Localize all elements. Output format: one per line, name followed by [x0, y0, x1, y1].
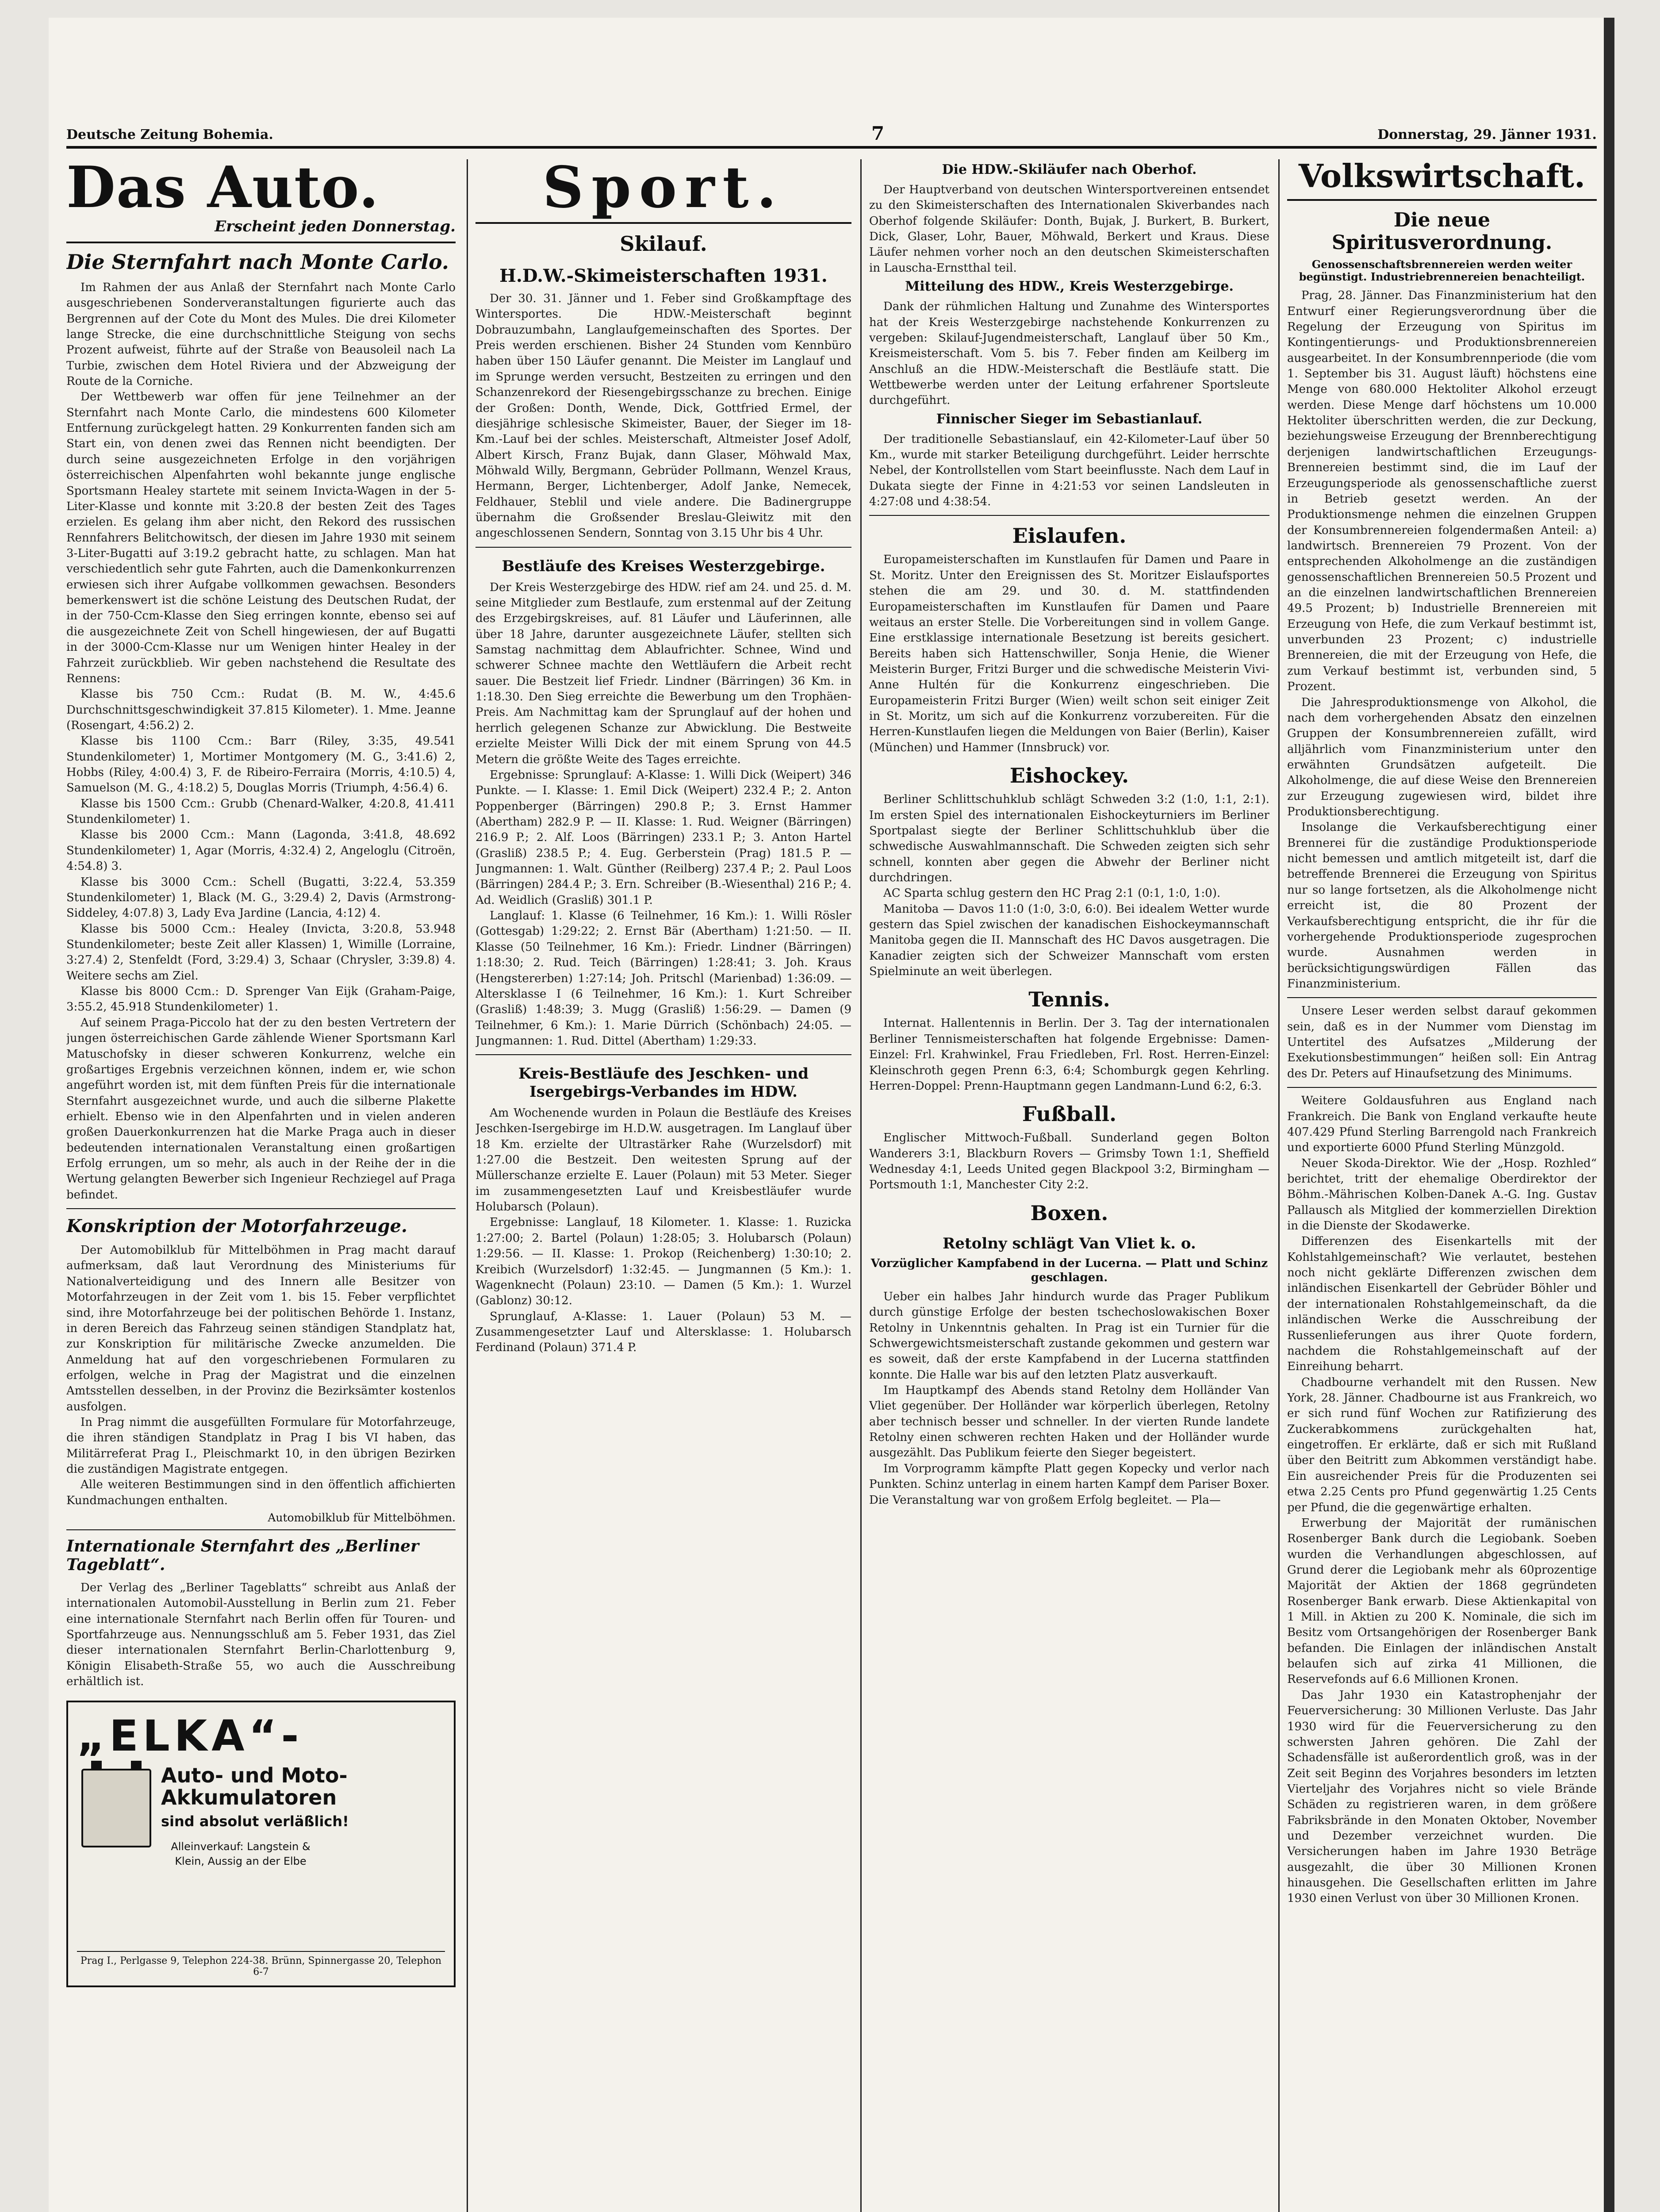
edition-note: Erscheint jeden Donnerstag. [215, 218, 456, 235]
divider [66, 1529, 456, 1530]
paragraph: Ergebnisse: Langlauf, 18 Kilometer. 1. Klasse: 1. Ruzicka 1:27:00; 2. Bartel (Polaun) 1:28:05; 3. Holubarsch (Polaun) 1:29:56. — II. Klasse: 1. Prokop (Reichenberg) 1:30:10; 2. Kreibich (Wurzelsdorf) 1:32:45. — Jungmannen (5 Km.): 1. Wagenknecht (Polaun) 23:10. — Damen (5 Km.): 1. Wurzel (Gablonz) 30:12. [475, 1216, 851, 1308]
paragraph: Der Wettbewerb war offen für jene Teilnehmer an der Sternfahrt nach Monte Carlo, die mindestens 600 Kilometer Entfernung zurückgelegt hatten. 29 Konkurrenten fanden sich am Start ein, von denen zwei das Rennen nicht beendigten. Der durch seine ausgezeichneten Erfolge in den vorjährigen österreichischen Alpenfahrten wohl bekannte junge englische Sportsmann Healey startete mit seinem Invicta-Wagen in der 5-Liter-Klasse und konnte mit 3:20.8 der besten Zeit des Tages erzielen. Es gelang ihm aber nicht, den Rekord des russischen Rennfahrers Belitchowitsch, der diesen im Jahre 1930 mit seinem 3-Liter-Bugatti auf 3:19.2 gebracht hatte, zu schlagen. Man hat verschiedentlich sehr gute Fahrten, auch die Damenkonkurrenzen erwiesen sich ihrer Aufgabe vollkommen gewachsen. Besonders bemerkenswert ist die schöne Leistung des Deutschen Rudat, der in der 750-Ccm-Klasse den Sieg erringen konnte, ebenso sei auf die ausgezeichnete Zeit von Schell hingewiesen, der auf Bugatti in der 3000-Ccm-Klasse nur um Wenigen hinter Healey in der Fahrzeit zurückblieb. Wir geben nachstehend die Resultate des Rennens: [66, 390, 456, 685]
subsection-eislaufen: Eislaufen. [1012, 524, 1127, 548]
paper-name: Deutsche Zeitung Bohemia. [66, 127, 273, 142]
notice: Differenzen des Eisenkartells mit der Kohlstahlgemeinschaft? Wie verlautet, bestehen noch nicht geklärte Differenzen zwischen dem inländischen Eisenkartell der Gebrüder Böhler und der internationalen Rohstahlgemeinschaft, da die inländischen Werke die Ausschreibung der Russenlieferungen aus ihrer Quote fordern, nachdem die Rohstahlgemeinschaft auf der Einreihung beharrt. [1287, 1235, 1597, 1374]
paragraph: Langlauf: 1. Klasse (6 Teilnehmer, 16 Km.): 1. Willi Rösler (Gottesgab) 1:29:22; 2. Ernst Bär (Abertham) 1:21:50. — II. Klasse (50 Teilnehmer, 16 Km.): Friedr. Lindner (Bärringen) 1:18:30; 2. Rud. Teich (Bärringen) 1:28:41; 3. Joh. Kraus (Hengstererben) 1:27:14; Joh. Pritschl (Marienbad) 1:36:09. — Altersklasse I (6 Teilnehmer, 16 Km.): 1. Kurt Schreiber (Grasliß) 1:48:39; 3. Mugg (Grasliß) 1:56:29. — Damen (9 Teilnehmer, 6 Km.): 1. Marie Dürrich (Schönbach) 24:05. — Jungmannen: 1. Rud. Dittel (Abertham) 1:29:33. [475, 909, 851, 1048]
paragraph: Die Jahresproduktionsmenge von Alkohol, die nach dem vorhergehenden Absatz den einzelnen Gruppen der Konsumbrennereien zufällt, wird alljährlich vom Finanzministerium unter den erwähnten Grundsätzen aufgeteilt. Die Alkoholmenge, die auf diese Weise den Brennereien zur Erzeugung zugewiesen wird, bildet ihre Produktionsberechtigung. [1287, 695, 1597, 819]
paragraph: Der Hauptverband von deutschen Wintersportvereinen entsendet zu den Skimeisterschaften des Internationalen Skiverbandes nach Oberhof folgende Skiläufer: Donth, Bujak, J. Burkert, B. Burkert, Dick, Glaser, Lohr, Bauer, Möhwald, Berkert und Kraus. Diese Läufer nehmen vorher noch an den deutschen Skimeisterschaften in Lauscha-Ernstthal teil. [869, 183, 1269, 275]
headline-berlin-sternfahrt: Internationale Sternfahrt des „Berliner Tageblatt“. [66, 1537, 419, 1574]
column-sport [475, 159, 851, 2212]
ad-brand: „ELKA“- [77, 1711, 303, 1761]
column-rule [467, 159, 468, 2212]
notice: Chadbourne verhandelt mit den Russen. New York, 28. Jänner. Chadbourne ist aus Frankreich, wo er sich rund fünf Wochen zur Ratifizierung des Zuckerabkommens zurückgehalten hat, eingetroffen. Er erklärte, daß er sich mit Rußland über den Beitritt zum Abkommen verständigt habe. Ein ausreichender Preis für die Produzenten sei etwa 2.25 Cents pro Pfund gegenwärtig 1.25 Cents per Pfund, die die gegenwärtige erhalten. [1287, 1375, 1597, 1514]
headline-spiritus: Die neue Spiritusverordnung. [1331, 208, 1553, 254]
paragraph: Klasse bis 1100 Ccm.: Barr (Riley, 3:35, 49.541 Stundenkilometer) 1, Mortimer Montgomery (M. G., 3:41.6) 2, Hobbs (Riley, 4:00.4) 3, F. de Ribeiro-Ferraira (Morris, 4:10.5) 4, Samuelson (M. G., 4:18.2) 5, Douglas Morris (Triumph, 4:56.4) 6. [66, 734, 456, 795]
paragraph: Ergebnisse: Sprunglauf: A-Klasse: 1. Willi Dick (Weipert) 346 Punkte. — I. Klasse: 1. Emil Dick (Weipert) 232.4 P.; 2. Anton Poppenberger (Bärringen) 290.8 P.; 3. Ernst Hammer (Abertham) 282.9 P. — II. Klasse: 1. Rud. Weigner (Bärringen) 216.9 P.; 2. Alf. Loos (Bärringen) 233.1 P.; 3. Anton Hartel (Grasliß) 238.5 P.; 4. Eug. Gerberstein (Prag) 181.5 P. — Jungmannen: 1. Walt. Günther (Reilberg) 237.4 P.; 2. Paul Loos (Bärringen) 284.4 P.; 3. Ern. Schreiber (B.-Wiesenthal) 216 P.; 4. Ad. Weidlich (Grasliß) 301.1 P. [475, 768, 851, 907]
paragraph: Der traditionelle Sebastianslauf, ein 42-Kilometer-Lauf über 50 Km., wurde mit starker Beteiligung durchgeführt. Leider herrschte Nebel, der Kontrollstellen vom Start beeinflusste. Nach dem Lauf in Dukata siegte der Finne in 4:21:53 vor seinen Landsleuten in 4:27:08 und 4:38:54. [869, 432, 1269, 509]
paragraph: Im Vorprogramm kämpfte Platt gegen Kopecky und verlor nach Punkten. Schinz unterlag in einem harten Kampf dem Pariser Boxer. Die Veranstaltung war von großem Erfolg begleitet. — Pla— [869, 1462, 1269, 1507]
paragraph: Der Automobilklub für Mittelböhmen in Prag macht darauf aufmerksam, daß laut Verordnung des Ministeriums für Nationalverteidigung und des Innern alle Besitzer von Motorfahrzeugen in der Zeit vom 1. bis 15. Feber verpflichtet sind, ihre Motorfahrzeuge bei der politischen Behörde 1. Instanz, in deren Bereich das Fahrzeug seinen ständigen Standplatz hat, zur Konskription für militärische Zwecke anzumelden. Die Anmeldung hat auf den vorgeschriebenen Formularen zu erfolgen, welche in Prag der Magistrat und die einzelnen Amtsstellen desselben, in der Provinz die Bezirksämter kostenlos ausfolgen. [66, 1244, 456, 1413]
paragraph: Alle weiteren Bestimmungen sind in den öffentlich affichierten Kundmachungen enthalten. [66, 1478, 456, 1507]
paragraph: Prag, 28. Jänner. Das Finanzministerium hat den Entwurf einer Regierungsverordnung über die Regelung der Erzeugung von Spiritus im Kontingentierungs- und Produktionsbrennereien ausgearbeitet. In der Konsumbrennperiode (die vom 1. September bis 31. August läuft) höchstens eine Menge von 680.000 Hektoliter Alkohol erzeugt werden. Diese Menge darf höchstens um 10.000 Hektoliter überschritten werden, die zur Deckung, beziehungsweise Erzeugung der Brennberechtigung derjenigen landwirtschaftlichen Erzeugungs-Brennereien bestimmt sind, die im Lauf der Erzeugungsperiode als genossenschaftliche zuerst in Betrieb gesetzt werden. An der Produktionsmenge nehmen die einzelnen Gruppen der Konsumbrennereien folgendermaßen Anteil: a) landwirtsch. Brennereien 79 Prozent. Von der entsprechenden Alkoholmenge an die zuständigen genossenschaftlichen Brennereien 50.5 Prozent und an die einzelnen landwirtschaftlichen Brennereien 49.5 Prozent; b) Industrielle Brennereien mit Erzeugung von Hefe, die zum Verkauf bestimmt ist, unverbunden 23 Prozent; c) industrielle Brennereien, die mit der Erzeugung von Hefe, die zum Verkauf bestimmt ist, verbunden sind, 5 Prozent. [1287, 289, 1597, 694]
scan-border [1604, 18, 1614, 2212]
article-konskription [66, 1243, 456, 1524]
column-sport-continued [869, 159, 1269, 2212]
section-masthead: Volkswirtschaft. [1298, 159, 1586, 195]
paragraph: Klasse bis 1500 Ccm.: Grubb (Chenard-Walker, 4:20.8, 41.411 Stundenkilometer) 1. [66, 797, 456, 826]
subsection-fussball: Fußball. [1022, 1102, 1117, 1126]
section-masthead: Das Auto. [66, 159, 380, 221]
subheadline-spiritus: Genossenschaftsbrennereien werden weiter begünstigt. Industriebrennereien benachteiligt. [1299, 257, 1585, 284]
divider [1287, 997, 1597, 998]
paragraph: Der Verlag des „Berliner Tageblatts“ schreibt aus Anlaß der internationalen Automobil-Ausstellung in Berlin zum 21. Feber eine internationale Sternfahrt nach Berlin offen für Touren- und Sportfahrzeuge aus. Nennungsschluß am 5. Feber 1931, das Ziel dieser internationalen Sternfahrt Berlin-Charlottenburg 9, Königin Elisabeth-Straße 55, wo auch die Ausschreibung erhältlich ist. [66, 1581, 456, 1689]
subheadline-retolny: Vorzüglicher Kampfabend in der Lucerna. — Platt und Schinz geschlagen. [870, 1257, 1268, 1284]
paragraph: Klasse bis 3000 Ccm.: Schell (Bugatti, 3:22.4, 53.359 Stundenkilometer) 1, Black (M. G., 3:29.4) 2, Davis (Armstrong-Siddeley, 4:07.8) 3, Lady Eva Jardine (Lancia, 4:12) 4. [66, 875, 456, 920]
ad-footer: Prag I., Perlgasse 9, Telephon 224-38. Brünn, Spinnergasse 20, Telephon 6-7 [77, 1951, 445, 1978]
headline-jeschken: Kreis-Bestläufe des Jeschken- und Isergebirgs-Verbandes im HDW. [518, 1065, 809, 1101]
columns [66, 159, 1597, 2212]
paragraph: Europameisterschaften im Kunstlaufen für Damen und Paare in St. Moritz. Unter den Ereignissen des St. Moritzer Eislaufsportes stehen die am 29. und 30. d. M. stattfindenden Europameisterschaften im Kunstlaufen für Damen und Paare weitaus an erster Stelle. Die Vorbereitungen sind in vollem Gange. Eine erstklassige internationale Besetzung ist bereits gesichert. Bereits haben sich Hattenschwiller, Sonja Henie, die Wiener Meisterin Burger, Fritzi Burger und die schwedische Meisterin Vivi-Anne Hultén für die Konkurrenz eingeschrieben. Die Europameisterin Fritzi Burger (Wien) weilt schon seit einiger Zeit in St. Moritz, um sich auf die Konkurrenz vorzubereiten. Für die Herren-Kunstlaufen liegen die Meldungen von Baier (Berlin), Kaiser (München) und Hammer (Innsbruck) vor. [869, 553, 1269, 754]
divider [475, 547, 851, 548]
paragraph: Klasse bis 5000 Ccm.: Healey (Invicta, 3:20.8, 53.948 Stundenkilometer; beste Zeit aller Klassen) 1, Wimille (Lorraine, 3:27.4) 2, Stenfeldt (Ford, 3:29.4) 3, Schaar (Chrysler, 3:39.8) 4. Weitere sechs am Ziel. [66, 922, 456, 983]
subsection-skilauf: Skilauf. [620, 232, 707, 256]
paragraph: Manitoba — Davos 11:0 (1:0, 3:0, 6:0). Bei idealem Wetter wurde gestern das Spiel zwischen der kanadischen Eishockeymannschaft Manitoba gegen die II. Mannschaft des HC Davos ausgetragen. Die Kanadier zeigten sich der Schweizer Mannschaft vom ersten Spielminute an weit überlegen. [869, 902, 1269, 979]
notice: Neuer Skoda-Direktor. Wie der „Hosp. Rozhled“ berichtet, tritt der ehemalige Oberdirektor der Böhm.-Mährischen Kolben-Danek A.-G. Ing. Gustav Pallausch als Mitglied der kommerziellen Direktion in die Dienste der Skodawerke. [1287, 1156, 1597, 1233]
paragraph: In Prag nimmt die ausgefüllten Formulare für Motorfahrzeuge, die ihren ständigen Standplatz in Prag I bis VI haben, das Militärreferat Prag I., Pleischmarkt 10, in den übrigen Bezirken die zuständigen Magistrate entgegen. [66, 1416, 456, 1476]
battery-icon [81, 1769, 151, 1847]
paragraph: Insolange die Verkaufsberechtigung einer Brennerei für die zuständige Produktionsperiode nicht bemessen und amtlich mitgeteilt ist, darf die betreffende Brennerei die Erzeugung von Spiritus nur so lange fortsetzen, als die Alkoholmenge nicht erreicht ist, die 80 Prozent der Verkaufsberechtigung entspricht, die ihr für die vorhergehende Produktionsperiode zugesprochen wurde. Ausnahmen werden in berücksichtigungswürdigen Fällen das Finanzministerium. [1287, 821, 1597, 991]
issue-date: Donnerstag, 29. Jänner 1931. [1377, 127, 1597, 142]
paragraph: Am Wochenende wurden in Polaun die Bestläufe des Kreises Jeschken-Isergebirge im H.D.W. ausgetragen. Im Langlauf über 18 Km. erzielte der Ultrastärker Rahe (Wurzelsdorf) mit 1:27.00 die Bestzeit. Den weitesten Sprung auf der Müllerschanze erzielte E. Lauer (Polaun) mit 53 Meter. Sieger im zusammengesetzten Lauf und Kreisbestläufer wurde Holubarsch (Polaun). [475, 1106, 851, 1214]
ad-product: Auto- und Moto-Akkumulatoren [161, 1763, 348, 1810]
paragraph: Der 30. 31. Jänner und 1. Feber sind Großkampftage des Wintersportes. Die HDW.-Meisterschaft beginnt Dobrauzumbahn, Langlaufgemeinschaften des Sportes. Der Preis werden erschienen. Bisher 24 Stunden vom Kennbüro haben über 150 Läufer genannt. Die Meister im Langlauf und im Sprunge werden versucht, Bestzeiten zu erringen und den Schanzenrekord der Riesengebirgsschanze zu brechen. Einige der Großen: Donth, Wende, Dick, Gottfried Ermel, der diesjährige schlesische Skimeister, Bauer, der Sieger im 18-Km.-Lauf bei der schles. Meisterschaft, Altmeister Josef Adolf, Albert Kirsch, Franz Bujak, dann Glaser, Möhwald Max, Möhwald Willy, Bergmann, Gebrüder Pollmann, Wenzel Kraus, Hermann, Berger, Lichtenberger, Adolf Janke, Nemecek, Feldhauer, Steblil und viele andere. Die Badinergruppe übernahm die Großsender Breslau-Gleiwitz mit den angeschlossenen Sendern, Sonntag von 3.15 Uhr bis 4 Uhr. [475, 292, 851, 540]
subsection-tennis: Tennis. [1028, 987, 1110, 1012]
headline-westerzgebirge: Bestläufe des Kreises Westerzgebirge. [502, 557, 825, 575]
paragraph: Sprunglauf, A-Klasse: 1. Lauer (Polaun) 53 M. — Zusammengesetzter Lauf und Altersklasse: 1. Holubarsch Ferdinand (Polaun) 371.4 P. [475, 1310, 851, 1355]
headline-konskription: Konskription der Motorfahrzeuge. [66, 1216, 407, 1237]
advertisement-elka [66, 1701, 456, 1987]
divider [1287, 1087, 1597, 1088]
paragraph: Englischer Mittwoch-Fußball. Sunderland gegen Bolton Wanderers 3:1, Blackburn Rovers — Grimsby Town 1:1, Sheffield Wednesday 4:1, Leeds United gegen Blackpool 3:2, Birmingham — Portsmouth 1:1, Manchester City 2:2. [869, 1131, 1269, 1192]
subsection-boxen: Boxen. [1030, 1201, 1108, 1225]
column-volkswirtschaft [1287, 159, 1597, 2212]
divider [475, 222, 851, 224]
paragraph: Im Rahmen der aus Anlaß der Sternfahrt nach Monte Carlo ausgeschriebenen Sonderveranstaltungen figurierte auch das Bergrennen auf der Cote du Mont des Mules. Die drei Kilometer lange Strecke, die eine durchschnittliche Steigung von sechs Prozent aufweist, führte auf der Straße von Beausoleil nach La Turbie, zwischen dem Hotel Riviera und der Abzweigung der Route de la Corniche. [66, 280, 456, 388]
divider [475, 1054, 851, 1055]
ad-claim: sind absolut verläßlich! [161, 1813, 349, 1830]
headline-oberhof: Die HDW.-Skiläufer nach Oberhof. [942, 162, 1197, 177]
ad-dealer: Alleinverkauf: Langstein & Klein, Aussig an der Elbe [171, 1840, 311, 1868]
paragraph: Dank der rühmlichen Haltung und Zunahme des Wintersportes hat der Kreis Westerzgebirge nachstehende Konkurrenzen zu vergeben: Skilauf-Jugendmeisterschaft, Langlauf über 50 Km., Kreismeisterschaft. Vom 5. bis 7. Feber finden am Keilberg im Anschluß an die HDW.-Meisterschaft die Bestläufe statt. Die Wettbewerbe werden unter der Leitung erfahrener Sportsleute durchgeführt. [869, 300, 1269, 407]
section-masthead: Sport. [542, 159, 785, 221]
column-auto [66, 159, 456, 2212]
paragraph: Klasse bis 8000 Ccm.: D. Sprenger Van Eijk (Graham-Paige, 3:55.2, 45.918 Stundenkilometer) 1. [66, 985, 456, 1014]
headline-sebastianlauf: Finnischer Sieger im Sebastianlauf. [936, 411, 1203, 427]
running-head [66, 119, 1597, 149]
column-rule [860, 159, 862, 2212]
paragraph: Klasse bis 2000 Ccm.: Mann (Lagonda, 3:41.8, 48.692 Stundenkilometer) 1, Agar (Morris, 4:32.4) 2, Angeloglu (Citroën, 4:54.8) 3. [66, 828, 456, 873]
notice: Erwerbung der Majorität der rumänischen Rosenberger Bank durch die Legiobank. Soeben wurden die Verhandlungen abgeschlossen, auf Grund derer die Legiobank mehr als 60prozentige Majorität der Aktien der 1868 gegründeten Rosenberger Bank erwarb. Diese Aktienkapital von 1 Mill. in Aktien zu 200 K. Nominale, die sich im Besitz vom Ortsangehörigen der Rosenberger Bank befanden. Die Einlagen der inländischen Anstalt belaufen sich auf zirka 41 Millionen, die Reservefonds auf 6.6 Millionen Kronen. [1287, 1516, 1597, 1686]
headline-mitteilung: Mitteilung des HDW., Kreis Westerzgebirge. [905, 279, 1234, 295]
headline-retolny: Retolny schlägt Van Vliet k. o. [943, 1234, 1196, 1252]
headline-hdw: H.D.W.-Skimeisterschaften 1931. [499, 265, 828, 286]
paragraph: Internat. Hallentennis in Berlin. Der 3. Tag der internationalen Berliner Tennismeisterschaften hat folgende Ergebnisse: Damen-Einzel: Frl. Krahwinkel, Frau Friedleben, Frl. Rost. Herren-Einzel: Kleinschroth gegen Prenn 6:3, 6:4; Schomburgk gegen Kehrling. Herren-Doppel: Prenn-Hauptmann gegen Landmann-Lund 6:2, 6:3. [869, 1017, 1269, 1093]
signature: Automobilklub für Mittelböhmen. [268, 1511, 456, 1525]
notice: Unsere Leser werden selbst darauf gekommen sein, daß es in der Nummer vom Dienstag im Untertitel des Aufsatzes „Milderung der Exekutionsbestimmungen“ heißen soll: Ein Antrag des Dr. Peters auf Hinaufsetzung des Minimums. [1287, 1004, 1597, 1080]
article-sternfahrt [66, 280, 456, 1203]
divider [1287, 199, 1597, 201]
page-number: 7 [871, 123, 885, 144]
paragraph: Auf seinem Praga-Piccolo hat der zu den besten Vertretern der jungen österreichischen Garde zählende Wiener Sportsmann Karl Matuschofsky in dieser schweren Konkurrenz, welche ein großartiges Ergebnis verzeichnen können, indem er, wie schon angeführt worden ist, mit dem fünften Preis für die internationale Sternfahrt ausgezeichnet wurde, und auch die silberne Plakette erhielt. Ebenso wie in den Alpenfahrten und in vielen anderen großen Dauerkonkurrenzen hat die Marke Praga auch in dieser bedeutenden internationalen Veranstaltung einen großartigen Erfolg errungen, um so mehr, als auch in der Reihe der in die Wertung gelangten Bewerber sich Ingenieur Rechziegel auf Praga befindet. [66, 1016, 456, 1202]
notice: Weitere Goldausfuhren aus England nach Frankreich. Die Bank von England verkaufte heute 407.429 Pfund Sterling Barrengold nach Frankreich und exportierte 6000 Pfund Sterling Münzgold. [1287, 1094, 1597, 1155]
divider [66, 242, 456, 243]
notice: Das Jahr 1930 ein Katastrophenjahr der Feuerversicherung: 30 Millionen Verluste. Das Jahr 1930 wird für die Feuerversicherung zu den schwersten Jahren gehören. Die Zahl der Schadensfälle ist außerordentlich groß, was in der Zeit seit Beginn des Vorjahres besonders im letzten Vierteljahr des Vorjahres nicht so viele Brände Schäden zu registrieren waren, in dem größere Fabriksbrände in den Monaten Oktober, November und Dezember verzeichnet wurden. Die Versicherungen haben im Jahre 1930 Beträge ausgezahlt, die über 30 Millionen Kronen hinausgehen. Die Gesellschaften erlitten im Jahre 1930 einen Verlust von über 30 Millionen Kronen. [1287, 1688, 1597, 1905]
paragraph: Ueber ein halbes Jahr hindurch wurde das Prager Publikum durch günstige Erfolge der besten tschechoslowakischen Boxer Retolny in Unkenntnis gehalten. In Prag ist ein Turnier für die Schwergewichtsmeisterschaft zustande gekommen und gestern war es soweit, daß der erste Kampfabend in der Lucerna stattfinden konnte. Die Halle war bis auf den letzten Platz ausverkauft. [869, 1290, 1269, 1382]
divider [869, 515, 1269, 516]
paragraph: Berliner Schlittschuhklub schlägt Schweden 3:2 (1:0, 1:1, 2:1). Im ersten Spiel des internationalen Eishockeyturniers im Berliner Sportpalast siegte der Berliner Schlittschuhklub über die schwedische Auswahlmannschaft. Die Schweden zeigten sich sehr schnell, konnten aber gegen die Abwehr der Berliner nicht durchdringen. [869, 793, 1269, 884]
subsection-eishockey: Eishockey. [1009, 764, 1129, 788]
newspaper-page [49, 18, 1614, 2212]
paragraph: Im Hauptkampf des Abends stand Retolny dem Holländer Van Vliet gegenüber. Der Holländer war körperlich überlegen, Retolny aber technisch besser und schneller. In der vierten Runde landete Retolny einen schweren rechten Haken und der Holländer wurde ausgezählt. Das Publikum feierte den Sieger begeistert. [869, 1384, 1269, 1460]
column-rule [1278, 159, 1280, 2212]
headline-sternfahrt: Die Sternfahrt nach Monte Carlo. [66, 250, 449, 274]
paragraph: Klasse bis 750 Ccm.: Rudat (B. M. W., 4:45.6 Durchschnittsgeschwindigkeit 37.815 Kilometer). 1. Mme. Jeanne (Rosengart, 4:56.2) 2. [66, 687, 456, 732]
divider [66, 1208, 456, 1209]
paragraph: AC Sparta schlug gestern den HC Prag 2:1 (0:1, 1:0, 1:0). [883, 887, 1221, 900]
paragraph: Der Kreis Westerzgebirge des HDW. rief am 24. und 25. d. M. seine Mitglieder zum Bestlaufe, zum erstenmal auf der Zeitung des Erzgebirgskreises, auf. 81 Läufer und Läuferinnen, alle über 18 Jahre, darunter ausgezeichnete Läufer, stellten sich Samstag nachmittag dem Ablaufrichter. Schnee, Wind und schwerer Schnee machte den Wettläufern die Arbeit recht sauer. Die Bestzeit lief Friedr. Lindner (Bärringen) 36 Km. in 1:18.30. Den Sieg erreichte die Bewerbung um den Trophäen-Preis. Am Nachmittag kam der Sprunglauf auf der hohen und herrlich gelegenen Schanze zur Abwicklung. Die Bestweite erzielte Meister Willi Dick der mit einem Sprung von 44.5 Metern die größte Weite des Tages erreichte. [475, 580, 851, 766]
